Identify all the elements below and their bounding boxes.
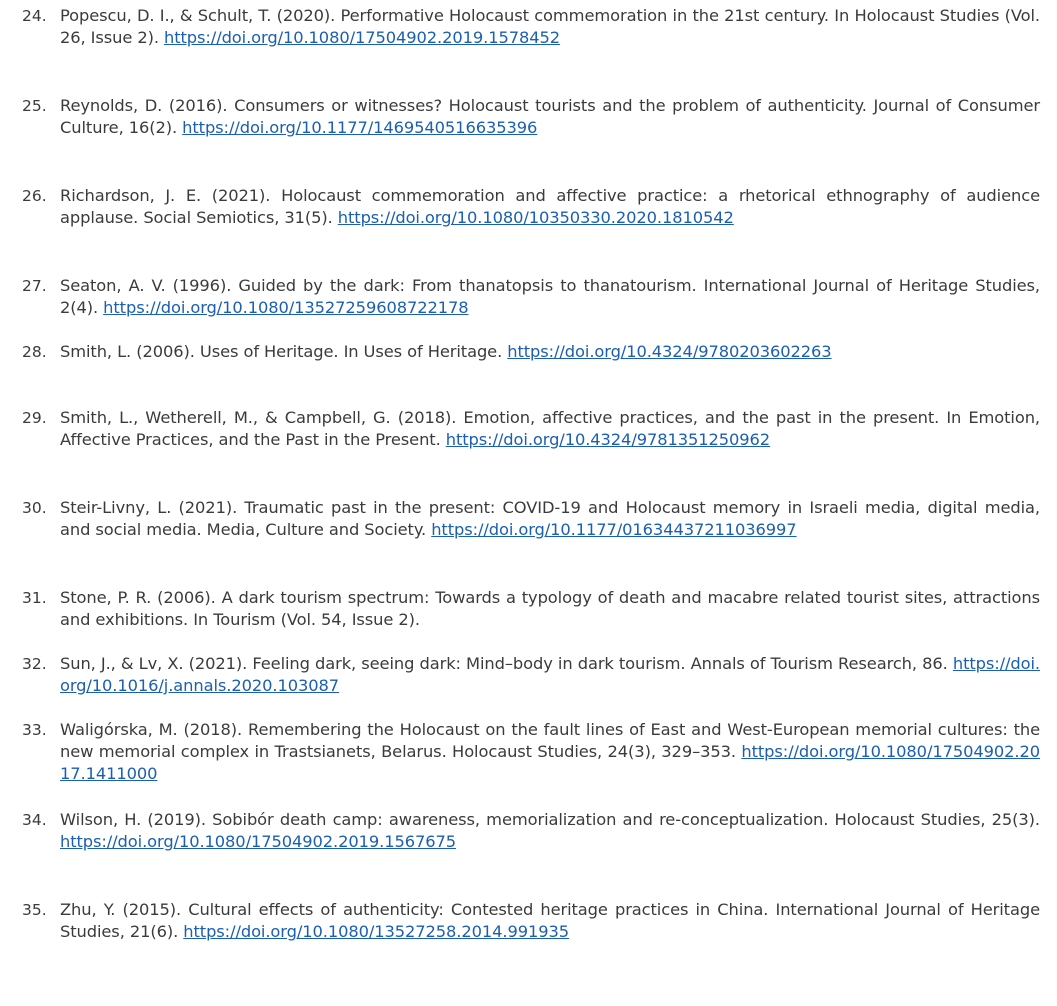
reference-doi-link[interactable]: https://doi.org/10.1177/1469540516635396	[182, 118, 538, 137]
reference-number: 24.	[22, 7, 47, 25]
reference-number: 25.	[22, 97, 47, 115]
reference-number: 34.	[22, 811, 47, 829]
reference-doi-link[interactable]: https://doi.org/10.1016/j.annals.2020.103087	[60, 654, 1040, 695]
reference-number: 29.	[22, 409, 47, 427]
reference-citation: Reynolds, D. (2016). Consumers or witnesses? Holocaust tourists and the problem of authenticity. Journal of Consumer Culture, 16(2).	[60, 96, 1040, 137]
reference-citation: Stone, P. R. (2006). A dark tourism spectrum: Towards a typology of death and macabre related tourist sites, attractions and exhibitions. In Tourism (Vol. 54, Issue 2).	[60, 588, 1040, 629]
reference-doi-link[interactable]: https://doi.org/10.1080/17504902.2019.1578452	[164, 28, 561, 47]
reference-doi-link[interactable]: https://doi.org/10.1177/01634437211036997	[431, 520, 797, 539]
reference-citation: Smith, L., Wetherell, M., & Campbell, G. (2018). Emotion, affective practices, and the past in the present. In Emotion, Affective Practices, and the Past in the Present.	[60, 408, 1040, 449]
reference-citation: Smith, L. (2006). Uses of Heritage. In Uses of Heritage.	[60, 342, 508, 361]
reference-number: 28.	[22, 343, 47, 361]
reference-doi-link[interactable]: https://doi.org/10.1080/13527259608722178	[103, 298, 469, 317]
reference-doi-link[interactable]: https://doi.org/10.1080/13527258.2014.991935	[183, 922, 570, 941]
reference-doi-link[interactable]: https://doi.org/10.4324/9780203602263	[507, 342, 832, 361]
reference-number: 33.	[22, 721, 47, 739]
reference-citation: Richardson, J. E. (2021). Holocaust commemoration and affective practice: a rhetorical ethnography of audience applause. Social Semiotics, 31(5).	[60, 186, 1040, 227]
reference-doi-link[interactable]: https://doi.org/10.1080/10350330.2020.1810542	[337, 208, 734, 227]
reference-number: 26.	[22, 187, 47, 205]
reference-citation: Seaton, A. V. (1996). Guided by the dark: From thanatopsis to thanatourism. International Journal of Heritage Studies, 2(4).	[60, 276, 1040, 317]
reference-citation: Popescu, D. I., & Schult, T. (2020). Performative Holocaust commemoration in the 21st century. In Holocaust Studies (Vol. 26, Issue 2).	[60, 6, 1040, 47]
reference-number: 31.	[22, 589, 47, 607]
reference-citation: Wilson, H. (2019). Sobibór death camp: awareness, memorialization and re-conceptualization. Holocaust Studies, 25(3).	[60, 810, 1040, 829]
reference-citation: Sun, J., & Lv, X. (2021). Feeling dark, seeing dark: Mind–body in dark tourism. Annals of Tourism Research, 86.	[60, 654, 953, 673]
reference-citation: Zhu, Y. (2015). Cultural effects of authenticity: Contested heritage practices in China. International Journal of Heritage Studies, 21(6).	[60, 900, 1040, 941]
reference-citation: Steir-Livny, L. (2021). Traumatic past in the present: COVID-19 and Holocaust memory in Israeli media, digital media, and social media. Media, Culture and Society.	[60, 498, 1040, 539]
reference-number: 32.	[22, 655, 47, 673]
reference-citation: Waligórska, M. (2018). Remembering the Holocaust on the fault lines of East and West-European memorial cultures: the new memorial complex in Trastsianets, Belarus. Holocaust Studies, 24(3), 329–353.	[60, 720, 1040, 761]
reference-doi-link[interactable]: https://doi.org/10.1080/17504902.2019.1567675	[60, 832, 457, 851]
reference-number: 30.	[22, 499, 47, 517]
reference-number: 35.	[22, 901, 47, 919]
reference-doi-link[interactable]: https://doi.org/10.4324/9781351250962	[445, 430, 771, 449]
reference-doi-link[interactable]: https://doi.org/10.1080/17504902.2017.1411000	[60, 742, 1040, 783]
reference-number: 27.	[22, 277, 47, 295]
